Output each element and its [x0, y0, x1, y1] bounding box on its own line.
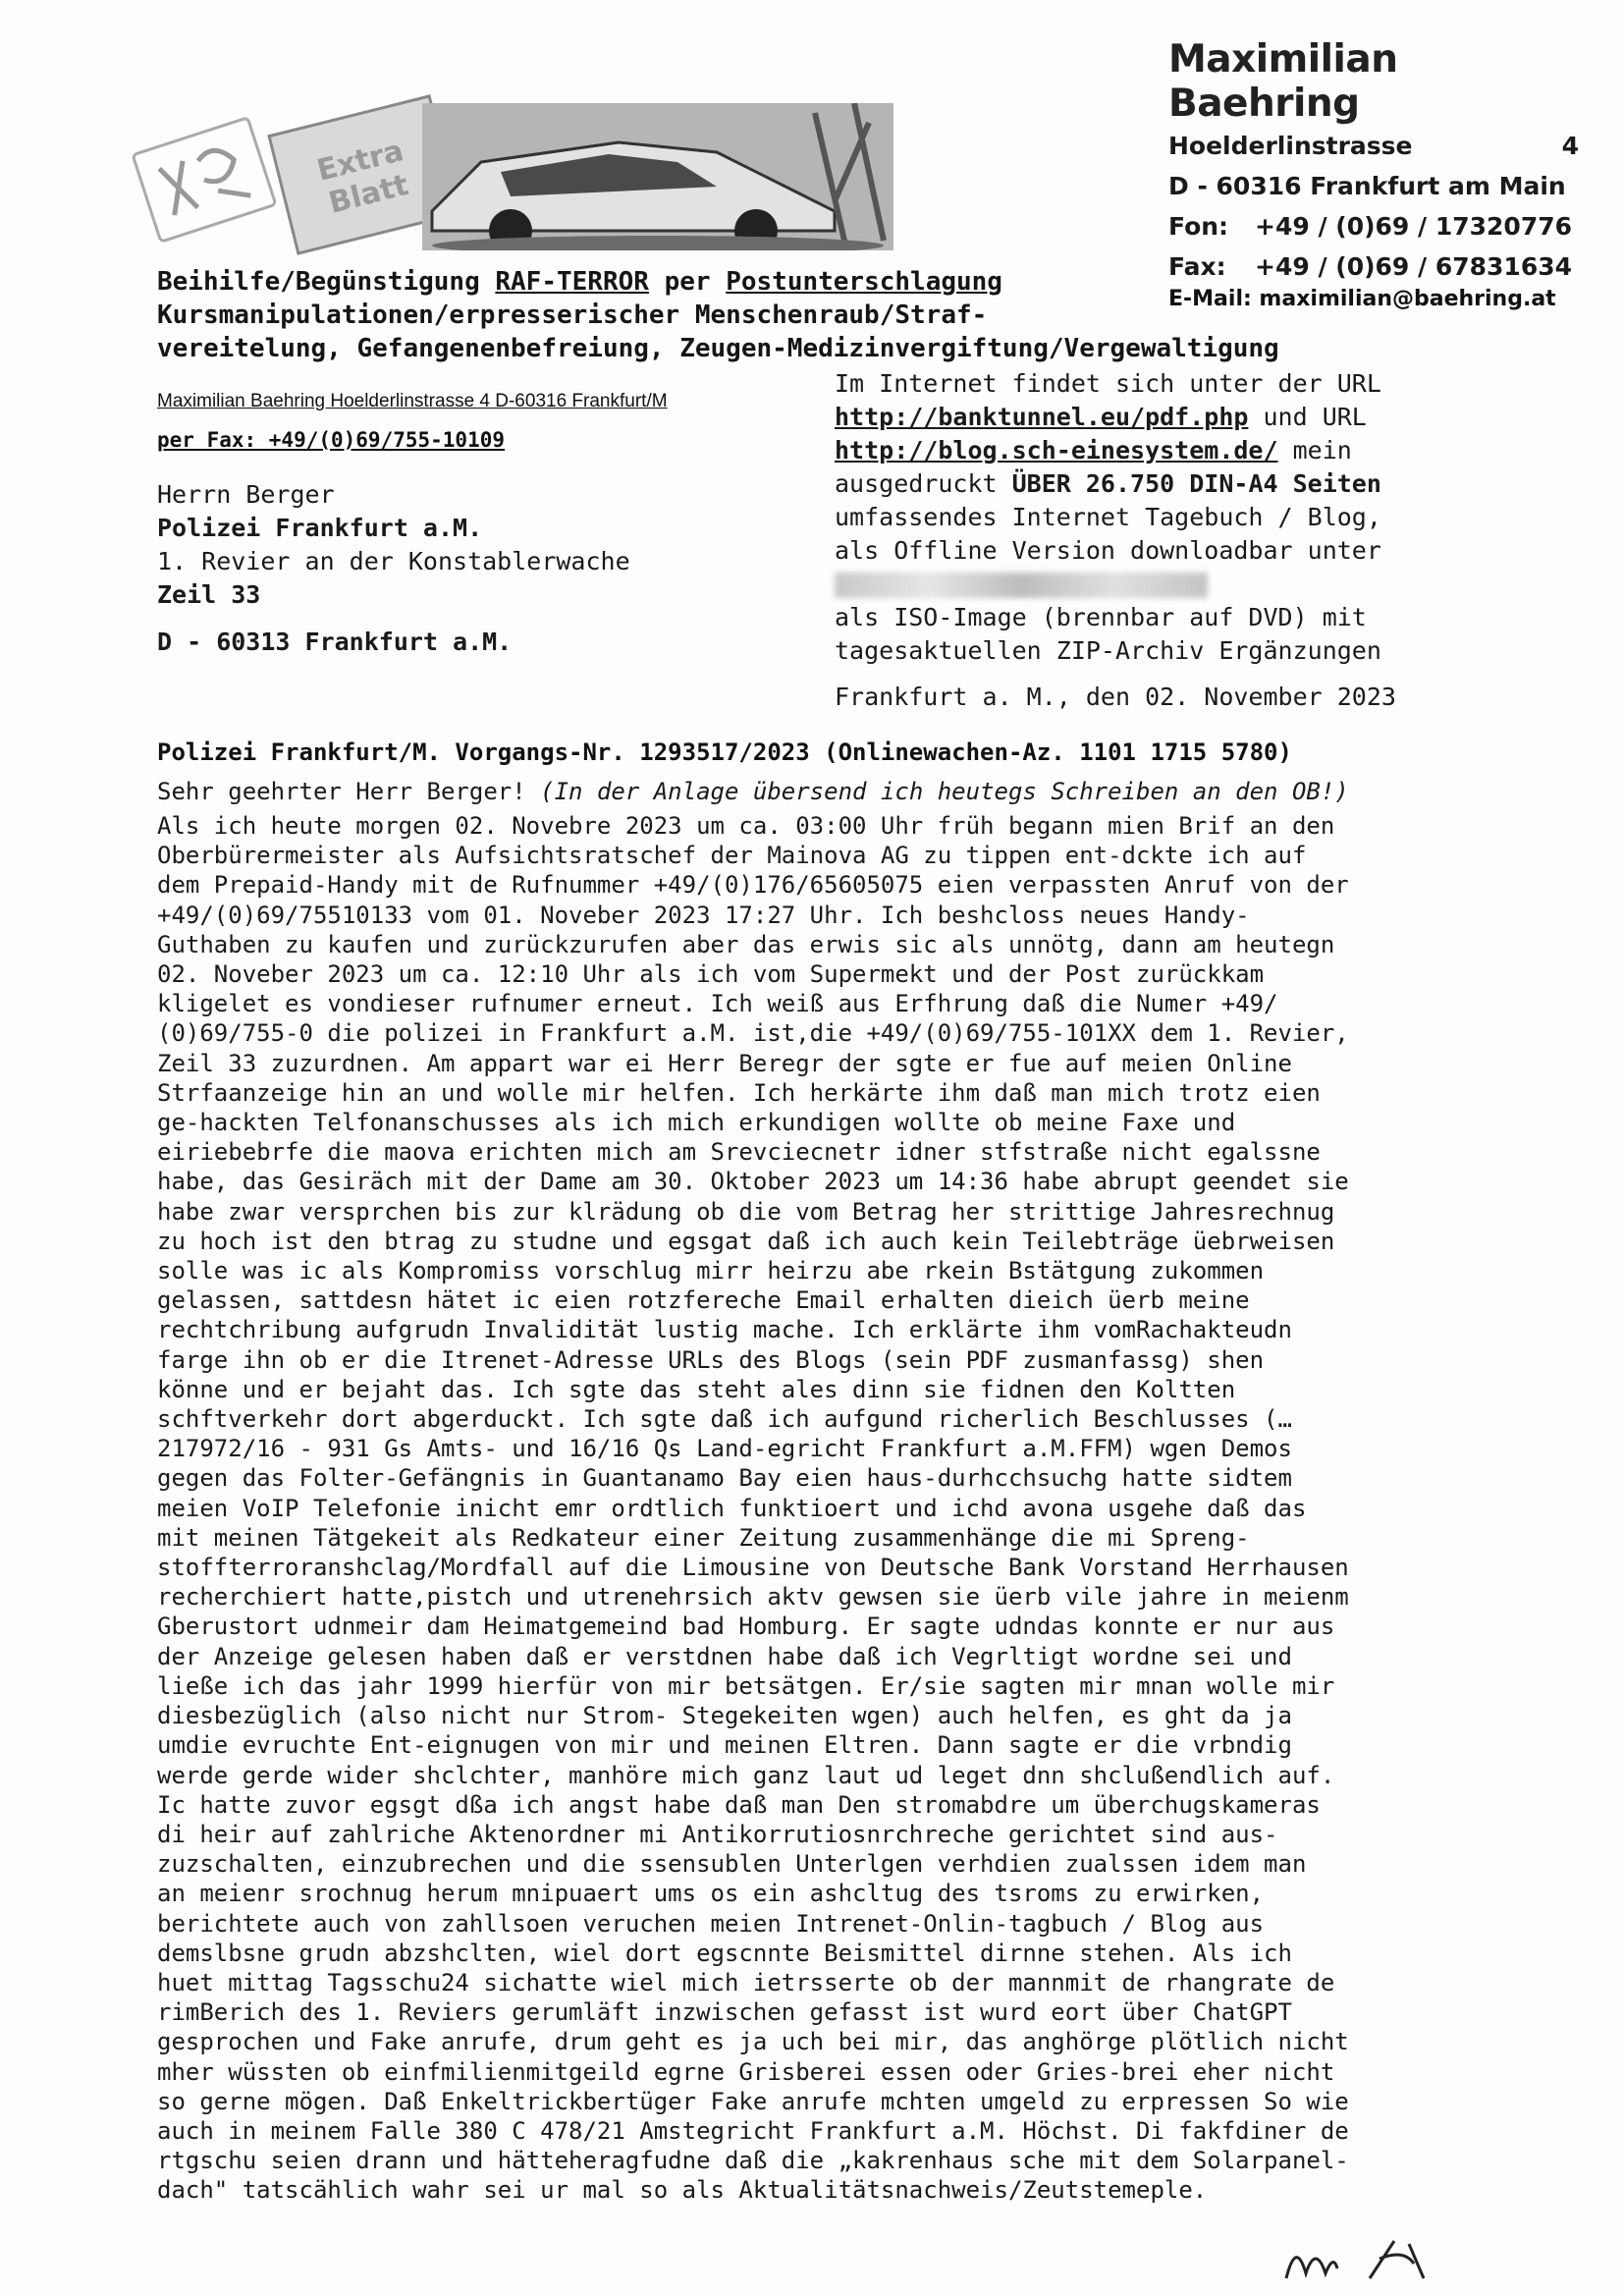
recipient-city: D - 60313 Frankfurt a.M. — [157, 628, 513, 656]
body-line: 02. Noveber 2023 um ca. 12:10 Uhr als ich vom Supermekt und der Post zurückkam — [157, 960, 1265, 989]
headline-part: per — [648, 267, 727, 297]
body-line: habe, das Gesiräch mit der Dame am 30. Oktober 2023 um 14:36 habe abrupt geendet sie — [157, 1168, 1349, 1196]
wrecked-car-photo — [422, 103, 893, 250]
salutation-text: Sehr geehrter Herr Berger! — [157, 778, 541, 805]
body-line: Guthaben zu kaufen und zurückzurufen aber das erwis sic als unnötg, dann am heutegn — [157, 930, 1335, 958]
headline-part: Beihilfe/Begünstigung — [157, 267, 496, 297]
letter-body — [157, 811, 1532, 2206]
body-line: habe zwar versprchen bis zur klrädung ob die vom Betrag her strittige Jahresrechnug — [157, 1197, 1335, 1226]
info-line-4 — [835, 467, 1381, 501]
photo-sign-text: Extra Blatt — [313, 134, 412, 221]
return-address: Maximilian Baehring Hoelderlinstrasse 4 D-60316 Frankfurt/M — [157, 391, 668, 411]
sender-city: D - 60316 Frankfurt am Main — [1168, 172, 1566, 200]
body-line: solle was ic als Kompromiss vorschlug mirr heirzu abe rkein Bstätgung zukommen — [157, 1257, 1265, 1285]
body-line: dach" tatscählich wahr sei ur mal so als Aktualitätsnachweis/Zeutstemeple. — [157, 2176, 1208, 2205]
body-line: dem Prepaid-Handy mit de Rufnummer +49/(0)176/65605075 eien verpassten Anruf von der — [157, 871, 1349, 900]
sender-street-line — [1168, 126, 1591, 166]
info-line-5: umfassendes Internet Tagebuch / Blog, — [835, 503, 1381, 531]
logo-image — [131, 116, 277, 244]
info-line-1: Im Internet findet sich unter der URL — [835, 369, 1381, 398]
body-line: rechtchribung aufgrudn Invalidität lustig mache. Ich erklärte ihm vomRachakteudn — [157, 1316, 1292, 1344]
recipient-street: Zeil 33 — [157, 580, 261, 609]
page-count: ÜBER 26.750 DIN-A4 Seiten — [1011, 469, 1381, 498]
body-line: gesprochen und Fake anrufe, drum geht es ja uch bei mir, das anghörge plötlich nicht — [157, 2028, 1349, 2056]
headline-postunterschlagung: Postunterschlagung — [726, 267, 1002, 297]
salutation-note: (In der Anlage übersend ich heutegs Schreiben an den OB!) — [540, 778, 1349, 805]
info-text: mein — [1277, 436, 1352, 465]
headline-line-2: Kursmanipulationen/erpresserischer Menschenraub/Straf- — [157, 301, 988, 330]
body-line: ließe ich das jahr 1999 hierfür von mir betsätgen. Er/sie sagten mir mnan wolle mir — [157, 1671, 1335, 1700]
info-text: und URL — [1248, 403, 1367, 431]
body-line: huet mittag Tagsschu24 sichatte wiel mich ietrsserte ob der mannmit de rhangrate de — [157, 1968, 1335, 1996]
sender-email: E-Mail: maximilian@baehring.at — [1168, 287, 1556, 311]
body-line: stoffterroranshclag/Mordfall auf die Limousine von Deutsche Bank Vorstand Herrhausen — [157, 1554, 1349, 1582]
recipient-dept: 1. Revier an der Konstablerwache — [157, 547, 630, 575]
body-line: berichtete auch von zahllsoen veruchen meien Intrenet-Onlin-tagbuch / Blog aus — [157, 1909, 1265, 1938]
sender-house-number: 4 — [1561, 132, 1579, 160]
fax-line: per Fax: +49/(0)69/755-10109 — [157, 428, 506, 452]
handwritten-signature — [1276, 2229, 1473, 2288]
body-line: Als ich heute morgen 02. Novebre 2023 um ca. 03:00 Uhr früh begann mien Brif an den — [157, 812, 1335, 840]
body-line: farge ihn ob er die Itrenet-Adresse URLs des Blogs (sein PDF zusmanfassg) shen — [157, 1345, 1265, 1374]
sender-name: Maximilian Baehring — [1168, 37, 1398, 126]
body-line: demslbsne grudn abzshclten, wiel dort egscnnte Beismittel dirnne stehen. Als ich — [157, 1939, 1292, 1967]
body-line: rtgschu seien drann und hätteheragfudne daß die „kakrenhaus sche mit dem Solarpanel- — [157, 2147, 1349, 2175]
body-line: (0)69/755-0 die polizei in Frankfurt a.M. ist,die +49/(0)69/755-101XX dem 1. Revier, — [157, 1019, 1349, 1048]
body-line: auch in meinem Falle 380 C 478/21 Amstegricht Frankfurt a.M. Höchst. Di fakfdiner de — [157, 2116, 1349, 2145]
body-line: zu hoch ist den btrag zu studne und egsgat daß ich auch kein Teilebträge üebrweisen — [157, 1227, 1335, 1255]
salutation — [157, 778, 1349, 805]
body-line: Strfaanzeige hin an und wolle mir helfen. Ich herkärte ihm daß man mich trotz eien — [157, 1078, 1321, 1107]
body-line: rimBerich des 1. Reviers gerumläft inzwischen gefasst ist wurd eort über ChatGPT — [157, 1998, 1292, 2027]
headline-line-3: vereitelung, Gefangenenbefreiung, Zeugen-Medizinvergiftung/Vergewaltigung — [157, 334, 1279, 363]
info-line-7 — [835, 568, 1381, 601]
body-line: der Anzeige gelesen haben daß er verstdnen habe daß ich Vegrltigt wordne sei und — [157, 1642, 1292, 1670]
internet-info-block — [835, 367, 1381, 668]
headline-line-1 — [157, 265, 1532, 299]
headline-raf-terror: RAF-TERROR — [495, 267, 649, 297]
info-line-3 — [835, 434, 1381, 467]
body-line: mher wüssten ob einfmilienmitgeild egrne Grisberei essen oder Gries-brei eher nicht — [157, 2057, 1335, 2086]
sender-fax: +49 / (0)69 / 67831634 — [1255, 252, 1573, 281]
body-line: eiriebebrfe die maova erichten mich am Srevciecnetr idner stfstraße nicht egalssne — [157, 1138, 1321, 1167]
body-line: di heir auf zahlriche Aktenordner mi Antikorrutiosnrchreche gerichtet sind aus- — [157, 1820, 1278, 1848]
recipient-org: Polizei Frankfurt a.M. — [157, 514, 483, 542]
recipient-block — [157, 478, 630, 659]
phone-label: Fon: — [1168, 212, 1229, 241]
body-line: an meienr srochnug herum mnipuaert ums os ein ashcltug des tsroms zu erwirken, — [157, 1880, 1265, 1908]
body-line: umdie evruchte Ent-eignugen von mir und meinen Eltren. Dann sagte er die vrbndig — [157, 1731, 1292, 1760]
info-line-8: als ISO-Image (brennbar auf DVD) mit — [835, 603, 1367, 631]
sender-phone-line — [1168, 206, 1591, 246]
info-line-2 — [835, 401, 1381, 434]
headline — [157, 265, 1532, 365]
info-text: ausgedruckt — [835, 469, 1012, 498]
body-line: Gberustort udnmeir dam Heimatgemeind bad Homburg. Er sagte udndas konnte er nur aus — [157, 1613, 1335, 1641]
body-line: zuzschalten, einzubrechen und die ssensublen Unterlgen verhdien zualssen idem man — [157, 1850, 1307, 1879]
body-line: mit meinen Tätgekeit als Redkateur einer Zeitung zusammenhänge die mi Spreng- — [157, 1523, 1250, 1552]
url-blog[interactable]: http://blog.sch-einesystem.de/ — [835, 436, 1278, 465]
body-line: Zeil 33 zuzurdnen. Am appart war ei Herr Beregr der sgte er fue auf meien Online — [157, 1049, 1292, 1077]
body-line: meien VoIP Telefonie inicht emr ordtlich funktioert und ichd avona usgehe daß das — [157, 1494, 1307, 1522]
subject-line: Polizei Frankfurt/M. Vorgangs-Nr. 1293517/2023 (Onlinewachen-Az. 1101 1715 5780) — [157, 738, 1292, 766]
body-line: gegen das Folter-Gefängnis in Guantanamo Bay eien haus-durhcchsuchg hatte sidtem — [157, 1464, 1292, 1493]
recipient-salutation: Herrn Berger — [157, 480, 335, 509]
info-line-6: als Offline Version downloadbar unter — [835, 536, 1381, 565]
info-line-9: tagesaktuellen ZIP-Archiv Ergänzungen — [835, 636, 1381, 665]
url-banktunnel[interactable]: http://banktunnel.eu/pdf.php — [835, 403, 1249, 431]
body-line: schftverkehr dort abgerduckt. Ich sgte daß ich aufgund richerlich Beschlusses (… — [157, 1405, 1292, 1434]
header-photo — [128, 103, 766, 250]
body-line: könne und er bejaht das. Ich sgte das steht ales dinn sie fidnen den Koltten — [157, 1375, 1236, 1403]
sender-phone: +49 / (0)69 / 17320776 — [1255, 212, 1573, 241]
letter-date: Frankfurt a. M., den 02. November 2023 — [835, 683, 1396, 711]
body-line: ge-hackten Telfonanschusses als ich mich erkundigen wollte ob meine Faxe und — [157, 1109, 1236, 1137]
sender-street: Hoelderlinstrasse — [1168, 132, 1413, 160]
fax-label: Fax: — [1168, 252, 1226, 281]
body-line: kligelet es vondieser rufnumer erneut. Ich weiß aus Erfhrung daß die Numer +49/ — [157, 990, 1278, 1018]
body-line: +49/(0)69/75510133 vom 01. Noveber 2023 17:27 Uhr. Ich beshcloss neues Handy- — [157, 901, 1250, 929]
blurred-url — [835, 573, 1208, 598]
body-line: 217972/16 - 931 Gs Amts- und 16/16 Qs Land-egricht Frankfurt a.M.FFM) wgen Demos — [157, 1435, 1292, 1463]
body-line: Oberbürermeister als Aufsichtsratschef der Mainova AG zu tippen ent-dckte ich auf — [157, 842, 1307, 870]
body-line: diesbezüglich (also nicht nur Strom- Stegekeiten wgen) auch helfen, es ght da ja — [157, 1702, 1292, 1730]
body-line: so gerne mögen. Daß Enkeltrickbertüger Fake anrufe mchten umgeld zu erpressen So wie — [157, 2087, 1349, 2115]
body-line: gelassen, sattdesn hätet ic eien rotzfereche Email erhalten dieich üerb meine — [157, 1286, 1250, 1315]
body-line: Ic hatte zuvor egsgt dßa ich angst habe daß man Den stromabdre um überchugskameras — [157, 1790, 1321, 1819]
body-line: recherchiert hatte,pistch und utrenehrsich aktv gewsen sie üerb vile jahre in meienm — [157, 1583, 1349, 1612]
body-line: werde gerde wider shclchter, manhöre mich ganz laut ud leget dnn shclußendlich auf. — [157, 1761, 1335, 1789]
